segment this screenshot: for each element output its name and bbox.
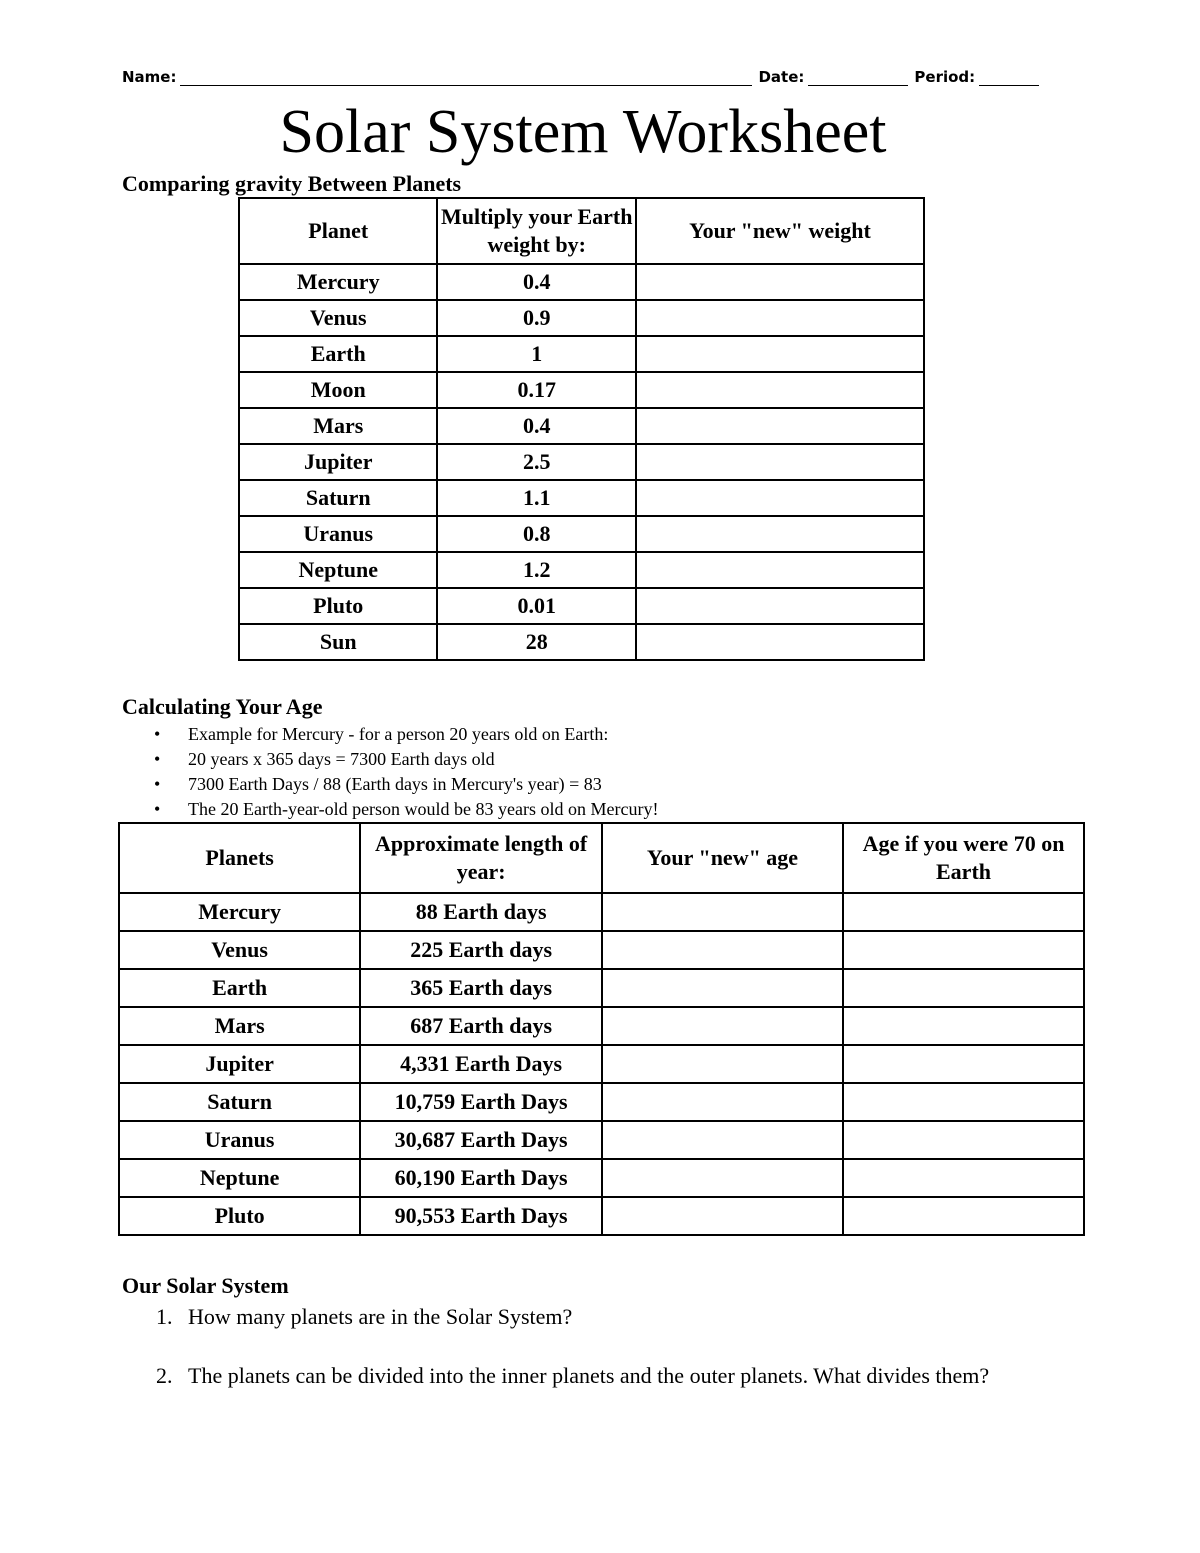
age-section-heading: Calculating Your Age [122,694,323,719]
question-number: 2. [156,1363,173,1388]
new-age-cell[interactable] [602,1045,843,1083]
planet-cell: Uranus [119,1121,360,1159]
new-weight-cell[interactable] [636,624,924,660]
multiplier-cell: 0.8 [437,516,635,552]
question-list [150,1302,1010,1390]
age-70-cell[interactable] [843,969,1084,1007]
year-length-cell: 4,331 Earth Days [360,1045,602,1083]
question-item [150,1302,1010,1331]
year-length-cell: 687 Earth days [360,1007,602,1045]
planet-cell: Saturn [239,480,437,516]
date-label: Date: [758,68,805,86]
question-number: 1. [156,1304,173,1329]
gravity-col-multiplier: Multiply your Earth weight by: [437,198,635,264]
gravity-section-heading: Comparing gravity Between Planets [122,171,462,196]
table-row [119,1121,1084,1159]
multiplier-cell: 2.5 [437,444,635,480]
table-row [119,893,1084,931]
student-info-line [122,68,1052,86]
table-row [239,408,924,444]
planet-cell: Saturn [119,1083,360,1121]
solar-system-heading: Our Solar System [122,1273,289,1298]
planet-cell: Jupiter [239,444,437,480]
new-weight-cell[interactable] [636,480,924,516]
table-row [239,624,924,660]
question-text: The planets can be divided into the inner planets and the outer planets. What divides them? [188,1363,990,1388]
age-example-item: • 7300 Earth Days / 88 (Earth days in Mercury's year) = 83 [150,772,659,797]
planet-cell: Jupiter [119,1045,360,1083]
table-row [239,372,924,408]
date-field[interactable] [808,71,908,86]
planet-cell: Mercury [239,264,437,300]
table-row [239,552,924,588]
table-row [119,1045,1084,1083]
planet-cell: Pluto [119,1197,360,1235]
table-row [119,931,1084,969]
table-row [119,1197,1084,1235]
age-70-cell[interactable] [843,1045,1084,1083]
new-age-cell[interactable] [602,1083,843,1121]
table-row [119,969,1084,1007]
new-age-cell[interactable] [602,1159,843,1197]
age-70-cell[interactable] [843,1197,1084,1235]
new-weight-cell[interactable] [636,372,924,408]
planet-cell: Moon [239,372,437,408]
year-length-cell: 88 Earth days [360,893,602,931]
new-age-cell[interactable] [602,1007,843,1045]
new-weight-cell[interactable] [636,408,924,444]
name-field[interactable] [180,71,752,86]
table-row [239,264,924,300]
new-weight-cell[interactable] [636,300,924,336]
period-label: Period: [914,68,976,86]
page-title: Solar System Worksheet [279,98,887,166]
question-text: How many planets are in the Solar System? [188,1304,573,1329]
planet-cell: Mercury [119,893,360,931]
new-weight-cell[interactable] [636,444,924,480]
planet-cell: Neptune [239,552,437,588]
gravity-table [238,197,925,661]
planet-cell: Venus [119,931,360,969]
age-col-age-70: Age if you were 70 on Earth [843,823,1084,893]
multiplier-cell: 0.17 [437,372,635,408]
new-age-cell[interactable] [602,931,843,969]
planet-cell: Sun [239,624,437,660]
new-weight-cell[interactable] [636,552,924,588]
table-row [239,516,924,552]
multiplier-cell: 1 [437,336,635,372]
age-70-cell[interactable] [843,893,1084,931]
age-70-cell[interactable] [843,931,1084,969]
multiplier-cell: 0.9 [437,300,635,336]
planet-cell: Neptune [119,1159,360,1197]
table-row [119,1007,1084,1045]
table-row [239,300,924,336]
table-row [239,336,924,372]
multiplier-cell: 0.01 [437,588,635,624]
multiplier-cell: 1.1 [437,480,635,516]
multiplier-cell: 28 [437,624,635,660]
year-length-cell: 10,759 Earth Days [360,1083,602,1121]
question-item [150,1361,1010,1390]
gravity-col-planet: Planet [239,198,437,264]
new-age-cell[interactable] [602,969,843,1007]
table-row [119,1083,1084,1121]
year-length-cell: 60,190 Earth Days [360,1159,602,1197]
planet-cell: Uranus [239,516,437,552]
age-70-cell[interactable] [843,1083,1084,1121]
new-weight-cell[interactable] [636,264,924,300]
planet-cell: Pluto [239,588,437,624]
multiplier-cell: 0.4 [437,264,635,300]
year-length-cell: 365 Earth days [360,969,602,1007]
new-weight-cell[interactable] [636,516,924,552]
new-age-cell[interactable] [602,1197,843,1235]
age-example-item: • The 20 Earth-year-old person would be 83 years old on Mercury! [150,797,659,822]
age-table [118,822,1085,1236]
age-col-planets: Planets [119,823,360,893]
age-70-cell[interactable] [843,1159,1084,1197]
table-row [239,588,924,624]
planet-cell: Earth [119,969,360,1007]
new-age-cell[interactable] [602,1121,843,1159]
new-age-cell[interactable] [602,893,843,931]
age-col-new-age: Your "new" age [602,823,843,893]
multiplier-cell: 1.2 [437,552,635,588]
year-length-cell: 90,553 Earth Days [360,1197,602,1235]
planet-cell: Mars [119,1007,360,1045]
year-length-cell: 225 Earth days [360,931,602,969]
gravity-col-new-weight: Your "new" weight [636,198,924,264]
age-col-year-length: Approximate length of year: [360,823,602,893]
new-weight-cell[interactable] [636,588,924,624]
age-example-item: • 20 years x 365 days = 7300 Earth days old [150,747,659,772]
age-70-cell[interactable] [843,1007,1084,1045]
age-70-cell[interactable] [843,1121,1084,1159]
planet-cell: Venus [239,300,437,336]
name-label: Name: [122,68,177,86]
year-length-cell: 30,687 Earth Days [360,1121,602,1159]
age-example-item: • Example for Mercury - for a person 20 years old on Earth: [150,722,659,747]
planet-cell: Earth [239,336,437,372]
table-row [119,1159,1084,1197]
table-row [239,444,924,480]
new-weight-cell[interactable] [636,336,924,372]
age-example-list [150,722,659,822]
period-field[interactable] [979,71,1039,86]
planet-cell: Mars [239,408,437,444]
table-row [239,480,924,516]
multiplier-cell: 0.4 [437,408,635,444]
